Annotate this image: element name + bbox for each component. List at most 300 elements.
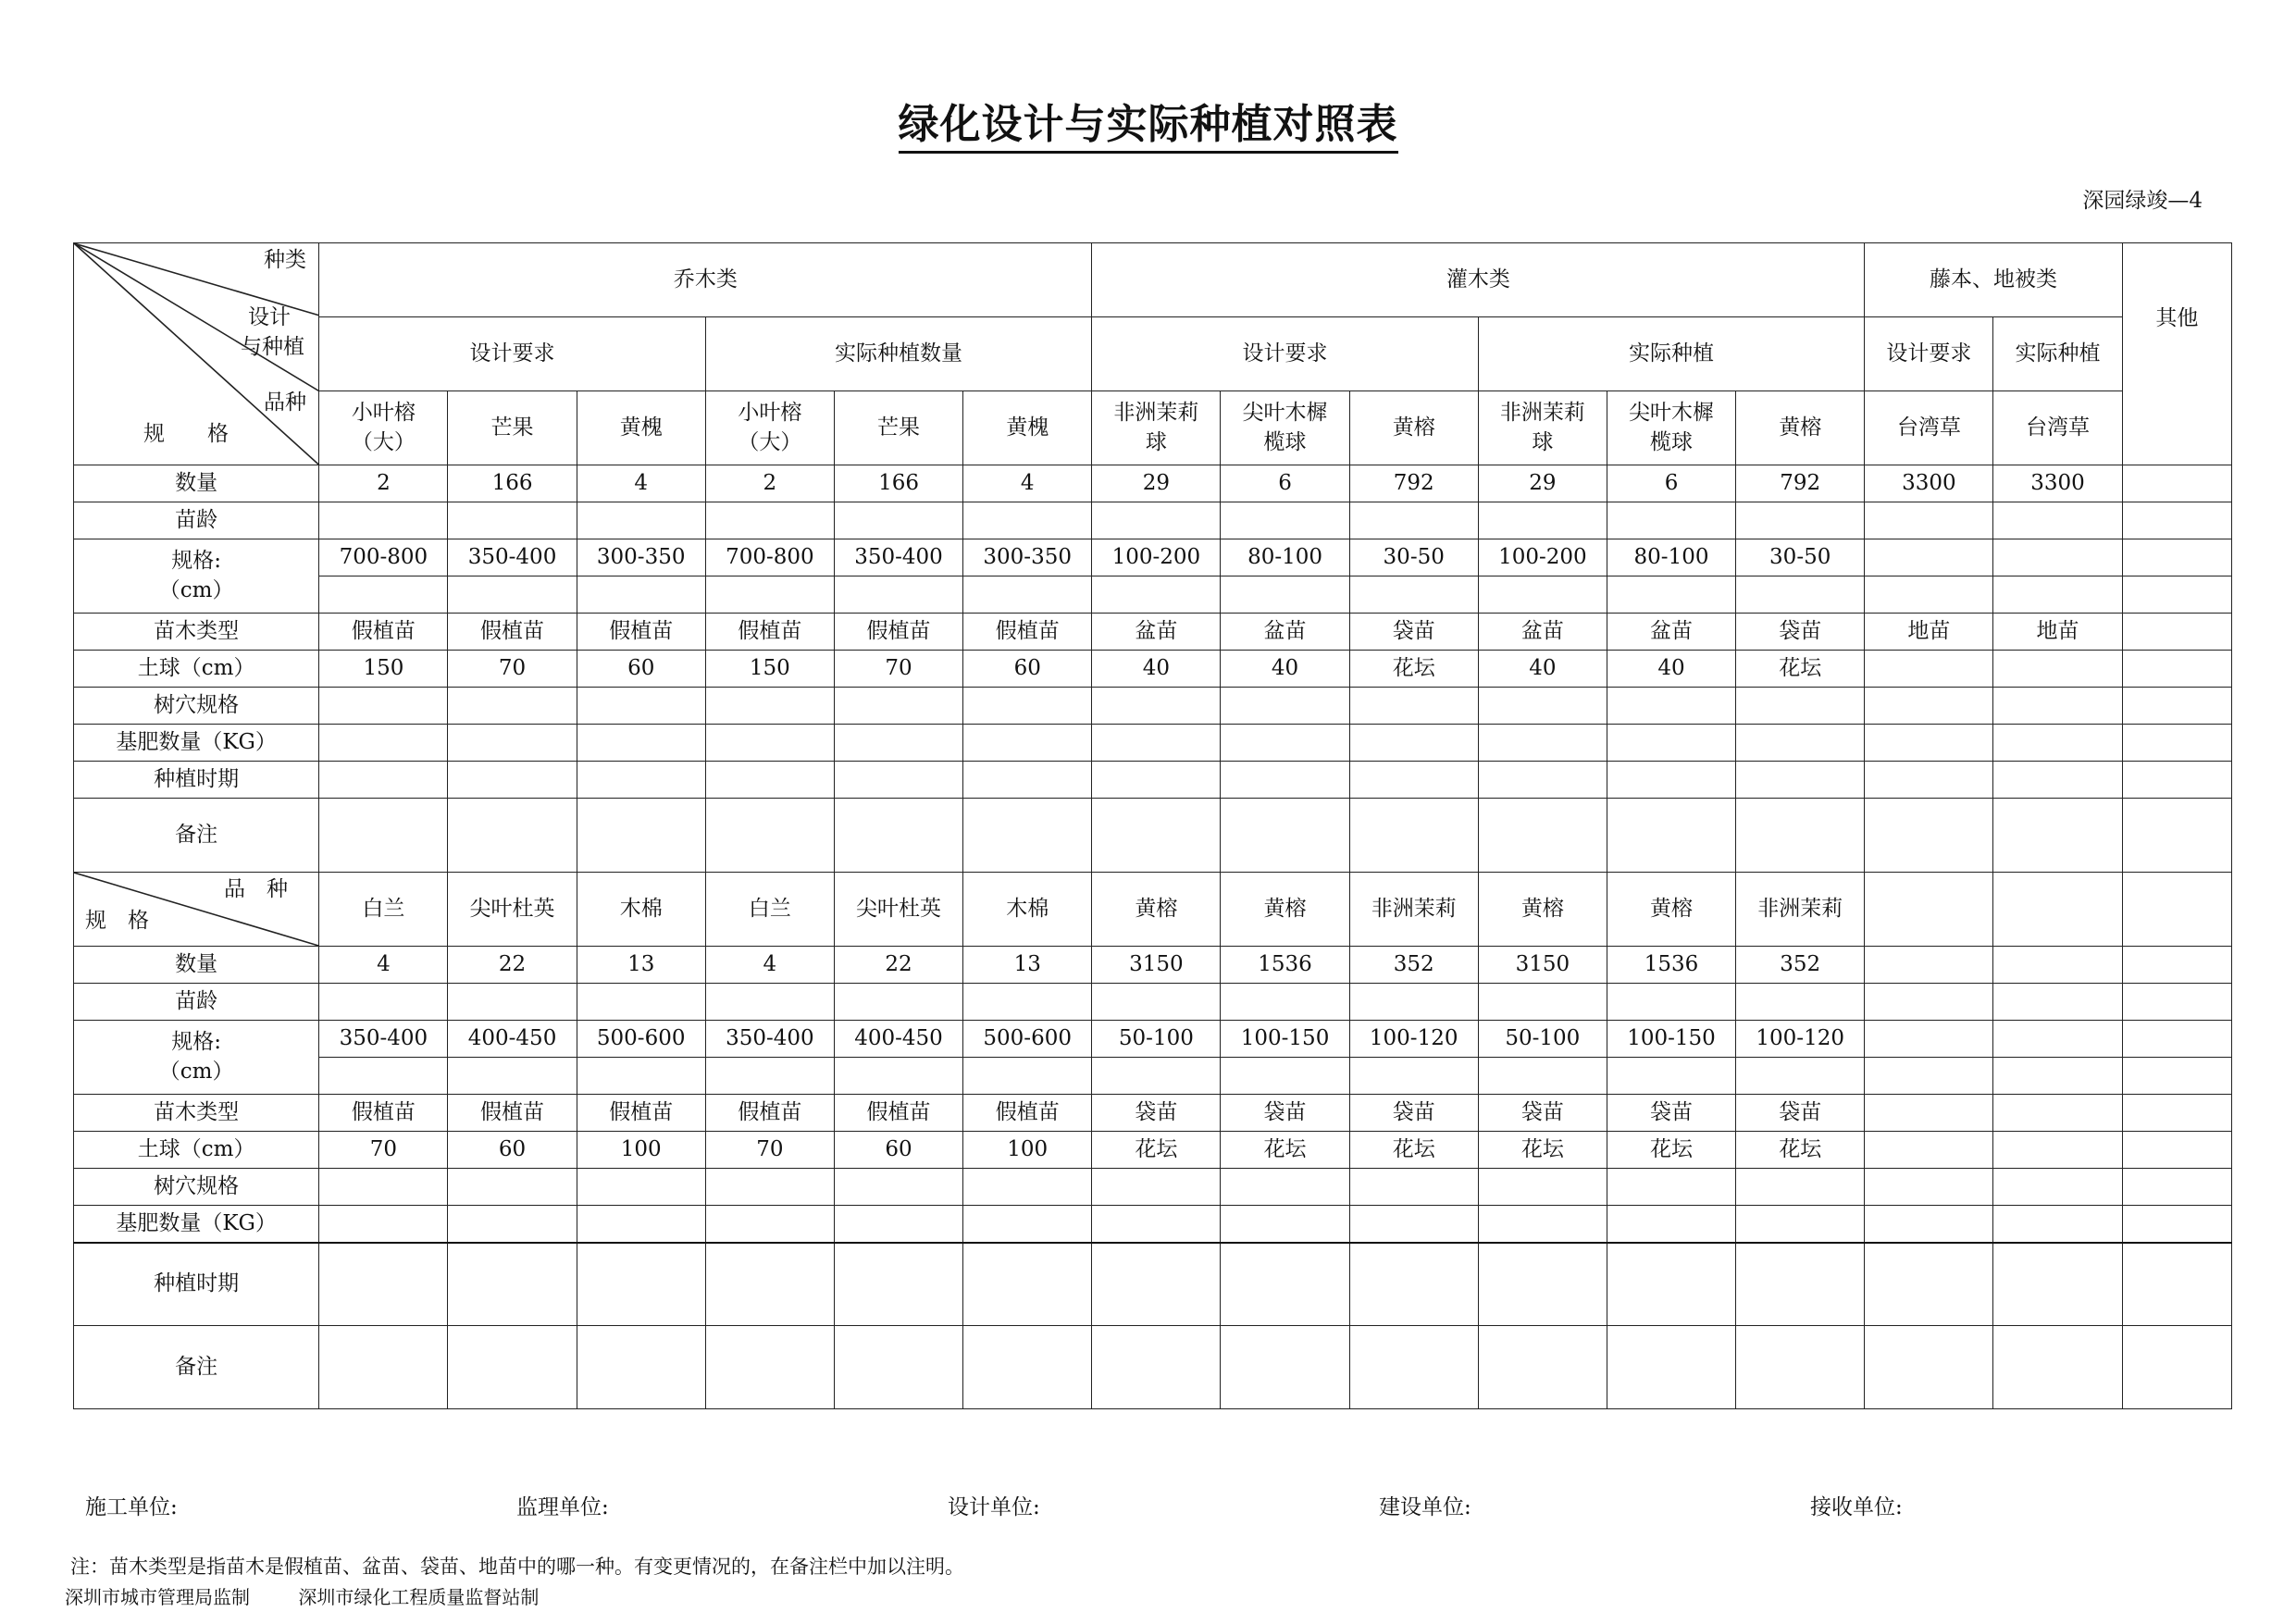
variety2-cell: 黄榕	[1478, 873, 1607, 947]
footer-issuer-1: 深圳市城市管理局监制	[65, 1586, 250, 1608]
b1-period-cell	[1736, 762, 1865, 799]
b2-spec-extra-cell	[1736, 1058, 1865, 1095]
b1-label-period: 种植时期	[74, 762, 319, 799]
b1-remark-cell	[448, 799, 577, 873]
b1-pit-cell	[705, 688, 834, 725]
variety2-cell: 木棉	[577, 873, 705, 947]
variety-cell	[1993, 391, 2122, 465]
document-code: 深园绿竣—4	[2082, 189, 2203, 213]
b1-type-cell: 盆苗	[1092, 614, 1221, 651]
b1-label-type: 苗木类型	[74, 614, 319, 651]
variety-name: 芒果	[490, 415, 534, 440]
b2-pit-cell	[1865, 1169, 1993, 1206]
b1-qty-cell: 6	[1607, 465, 1735, 502]
variety-name: 尖叶木樨 榄球	[1242, 401, 1328, 454]
b2-fert-cell	[1221, 1206, 1349, 1243]
b1-period-cell	[705, 762, 834, 799]
b2-fert-cell	[2122, 1206, 2231, 1243]
b1-pit-cell	[1478, 688, 1607, 725]
b1-age-cell	[1993, 502, 2122, 539]
b2-spec-extra-cell	[1607, 1058, 1735, 1095]
b2-qty-cell: 3150	[1478, 947, 1607, 984]
b1-qty-cell: 29	[1478, 465, 1607, 502]
b2-qty-cell	[2122, 947, 2231, 984]
variety-name: 台湾草	[1896, 415, 1961, 440]
b2-spec-cell: 100-150	[1221, 1021, 1349, 1058]
b1-remark-cell	[963, 799, 1092, 873]
b2-type-cell: 假植苗	[834, 1095, 962, 1132]
variety-cell	[1221, 391, 1349, 465]
b2-ball-cell: 花坛	[1736, 1132, 1865, 1169]
block2-diagonal-corner	[74, 873, 319, 947]
b1-qty-cell: 2	[319, 465, 448, 502]
variety2-cell: 白兰	[705, 873, 834, 947]
footer	[65, 1582, 581, 1609]
b2-period-cell	[1993, 1243, 2122, 1326]
b2-fert-cell	[1865, 1206, 1993, 1243]
b2-pit-cell	[1736, 1169, 1865, 1206]
b2-age-cell	[1092, 984, 1221, 1021]
b1-fert-cell	[1221, 725, 1349, 762]
b2-remark-cell	[1607, 1326, 1735, 1409]
b1-qty-cell	[2122, 465, 2231, 502]
b1-spec-extra-cell	[1221, 576, 1349, 614]
b1-fert-cell	[963, 725, 1092, 762]
b2-period-cell	[1478, 1243, 1607, 1326]
b1-pit-cell	[834, 688, 962, 725]
b2-remark-cell	[1993, 1326, 2122, 1409]
corner-label-spec: 规 格	[143, 422, 229, 446]
b1-ball-cell	[1865, 651, 1993, 688]
b1-label-pit: 树穴规格	[74, 688, 319, 725]
b1-age-cell	[834, 502, 962, 539]
b2-spec-extra-cell	[1349, 1058, 1478, 1095]
b2-pit-cell	[705, 1169, 834, 1206]
variety2-cell: 黄榕	[1607, 873, 1735, 947]
b1-spec-cell	[1993, 539, 2122, 576]
b1-remark-cell	[1221, 799, 1349, 873]
b2-type-cell: 袋苗	[1478, 1095, 1607, 1132]
b1-type-cell: 盆苗	[1478, 614, 1607, 651]
b2-age-cell	[705, 984, 834, 1021]
spec-unit: （cm）	[158, 577, 234, 602]
b1-pit-cell	[963, 688, 1092, 725]
b1-spec-extra-cell	[834, 576, 962, 614]
b2-qty-cell: 13	[577, 947, 705, 984]
b1-pit-cell	[319, 688, 448, 725]
variety2-cell: 白兰	[319, 873, 448, 947]
b2-spec-extra-cell	[1993, 1058, 2122, 1095]
sign-construction-unit: 施工单位:	[85, 1495, 178, 1519]
b2-type-cell: 假植苗	[963, 1095, 1092, 1132]
b1-pit-cell	[2122, 688, 2231, 725]
b1-remark-cell	[2122, 799, 2231, 873]
b1-ball-cell: 花坛	[1349, 651, 1478, 688]
b2-period-cell	[834, 1243, 962, 1326]
b1-ball-cell: 150	[319, 651, 448, 688]
b2-ball-cell: 70	[705, 1132, 834, 1169]
b2-remark-cell	[448, 1326, 577, 1409]
b1-type-cell: 假植苗	[319, 614, 448, 651]
b2-qty-cell: 4	[319, 947, 448, 984]
variety-cell	[1478, 391, 1607, 465]
b1-qty-cell: 29	[1092, 465, 1221, 502]
b2-spec-cell: 100-120	[1349, 1021, 1478, 1058]
b1-period-cell	[1349, 762, 1478, 799]
b2-label-ball: 土球（cm）	[74, 1132, 319, 1169]
b1-period-cell	[963, 762, 1092, 799]
b2-pit-cell	[319, 1169, 448, 1206]
b1-label-spec	[74, 539, 319, 614]
b1-period-cell	[1478, 762, 1607, 799]
b1-ball-cell: 60	[963, 651, 1092, 688]
b2-fert-cell	[448, 1206, 577, 1243]
b1-fert-cell	[1865, 725, 1993, 762]
corner2-label-variety: 品 种	[224, 877, 288, 901]
b1-ball-cell: 150	[705, 651, 834, 688]
b2-spec-cell: 50-100	[1478, 1021, 1607, 1058]
b2-spec-extra-cell	[1478, 1058, 1607, 1095]
b2-age-cell	[1221, 984, 1349, 1021]
b1-spec-extra-cell	[319, 576, 448, 614]
b1-pit-cell	[1865, 688, 1993, 725]
b1-label-age: 苗龄	[74, 502, 319, 539]
variety-cell	[1349, 391, 1478, 465]
b2-type-cell: 假植苗	[577, 1095, 705, 1132]
b2-label-period: 种植时期	[74, 1243, 319, 1326]
b2-fert-cell	[577, 1206, 705, 1243]
b1-fert-cell	[834, 725, 962, 762]
subgroup-shrub-design: 设计要求	[1092, 317, 1478, 391]
b2-ball-cell	[1993, 1132, 2122, 1169]
variety2-cell: 黄榕	[1221, 873, 1349, 947]
b1-age-cell	[2122, 502, 2231, 539]
b2-ball-cell: 100	[577, 1132, 705, 1169]
b2-type-cell: 袋苗	[1349, 1095, 1478, 1132]
b2-period-cell	[448, 1243, 577, 1326]
b1-age-cell	[1221, 502, 1349, 539]
b2-remark-cell	[1349, 1326, 1478, 1409]
group-tree: 乔木类	[319, 243, 1092, 317]
b1-age-cell	[1349, 502, 1478, 539]
b2-qty-cell: 352	[1736, 947, 1865, 984]
b2-spec-cell: 350-400	[319, 1021, 448, 1058]
b1-type-cell: 假植苗	[963, 614, 1092, 651]
b2-fert-cell	[1993, 1206, 2122, 1243]
b1-type-cell: 假植苗	[448, 614, 577, 651]
b1-qty-cell: 6	[1221, 465, 1349, 502]
b1-fert-cell	[705, 725, 834, 762]
variety-cell	[1736, 391, 1865, 465]
b2-remark-cell	[2122, 1326, 2231, 1409]
b1-spec-extra-cell	[1349, 576, 1478, 614]
variety-name: 黄榕	[1779, 415, 1822, 440]
corner-label-planting: 与种植	[241, 335, 304, 359]
b2-spec-cell: 400-450	[834, 1021, 962, 1058]
b2-spec-extra-cell	[705, 1058, 834, 1095]
b1-spec-cell: 30-50	[1349, 539, 1478, 576]
b1-pit-cell	[1349, 688, 1478, 725]
b1-spec-cell: 700-800	[319, 539, 448, 576]
b1-ball-cell: 40	[1607, 651, 1735, 688]
b2-qty-cell: 1536	[1607, 947, 1735, 984]
b1-spec-cell: 350-400	[834, 539, 962, 576]
variety-cell	[577, 391, 705, 465]
b1-remark-cell	[1865, 799, 1993, 873]
b2-period-cell	[1865, 1243, 1993, 1326]
b2-pit-cell	[448, 1169, 577, 1206]
b1-pit-cell	[1221, 688, 1349, 725]
variety2-cell	[1865, 873, 1993, 947]
b2-fert-cell	[963, 1206, 1092, 1243]
b2-pit-cell	[577, 1169, 705, 1206]
b2-type-cell	[2122, 1095, 2231, 1132]
b2-pit-cell	[1993, 1169, 2122, 1206]
b2-type-cell: 袋苗	[1221, 1095, 1349, 1132]
b1-fert-cell	[2122, 725, 2231, 762]
variety2-cell: 尖叶杜英	[448, 873, 577, 947]
variety-name: 小叶榕 （大）	[351, 401, 416, 454]
b1-pit-cell	[1993, 688, 2122, 725]
variety2-cell	[1993, 873, 2122, 947]
variety-name: 尖叶木樨 榄球	[1629, 401, 1715, 454]
b1-ball-cell: 60	[577, 651, 705, 688]
b2-remark-cell	[319, 1326, 448, 1409]
variety2-cell: 黄榕	[1092, 873, 1221, 947]
b2-label-remark: 备注	[74, 1326, 319, 1409]
variety2-cell: 尖叶杜英	[834, 873, 962, 947]
b2-spec-extra-cell	[1865, 1058, 1993, 1095]
variety-cell	[448, 391, 577, 465]
b1-remark-cell	[705, 799, 834, 873]
corner-label-design: 设计	[248, 305, 291, 329]
b1-period-cell	[448, 762, 577, 799]
b2-spec-cell: 400-450	[448, 1021, 577, 1058]
b1-age-cell	[705, 502, 834, 539]
b1-fert-cell	[1607, 725, 1735, 762]
b1-remark-cell	[1607, 799, 1735, 873]
b2-remark-cell	[1865, 1326, 1993, 1409]
variety2-cell: 非洲茉莉	[1349, 873, 1478, 947]
b1-type-cell: 假植苗	[834, 614, 962, 651]
b2-type-cell: 假植苗	[319, 1095, 448, 1132]
b1-age-cell	[577, 502, 705, 539]
corner-label-category: 种类	[264, 248, 306, 272]
b2-pit-cell	[1221, 1169, 1349, 1206]
b2-fert-cell	[1349, 1206, 1478, 1243]
b2-ball-cell: 花坛	[1349, 1132, 1478, 1169]
b2-spec-cell: 350-400	[705, 1021, 834, 1058]
b1-remark-cell	[319, 799, 448, 873]
b1-type-cell	[2122, 614, 2231, 651]
variety-cell	[319, 391, 448, 465]
b1-fert-cell	[1736, 725, 1865, 762]
b1-spec-extra-cell	[1607, 576, 1735, 614]
subgroup-tree-design: 设计要求	[319, 317, 705, 391]
b1-fert-cell	[448, 725, 577, 762]
b2-period-cell	[577, 1243, 705, 1326]
b1-spec-extra-cell	[1993, 576, 2122, 614]
b1-age-cell	[319, 502, 448, 539]
b1-spec-cell	[2122, 539, 2231, 576]
b1-age-cell	[1478, 502, 1607, 539]
b2-fert-cell	[1092, 1206, 1221, 1243]
b2-period-cell	[963, 1243, 1092, 1326]
b2-ball-cell: 70	[319, 1132, 448, 1169]
b1-spec-cell: 350-400	[448, 539, 577, 576]
group-vine: 藤本、地被类	[1865, 243, 2122, 317]
variety-name: 小叶榕 （大）	[738, 401, 802, 454]
b2-label-pit: 树穴规格	[74, 1169, 319, 1206]
variety2-cell: 木棉	[963, 873, 1092, 947]
b1-label-remark: 备注	[74, 799, 319, 873]
b2-pit-cell	[1478, 1169, 1607, 1206]
b1-pit-cell	[577, 688, 705, 725]
b2-age-cell	[1736, 984, 1865, 1021]
b2-ball-cell: 100	[963, 1132, 1092, 1169]
b1-type-cell: 盆苗	[1221, 614, 1349, 651]
subgroup-shrub-actual: 实际种植	[1478, 317, 1865, 391]
b2-label-spec	[74, 1021, 319, 1095]
variety-cell	[834, 391, 962, 465]
b1-age-cell	[1865, 502, 1993, 539]
b2-label-age: 苗龄	[74, 984, 319, 1021]
b2-remark-cell	[834, 1326, 962, 1409]
b2-age-cell	[1865, 984, 1993, 1021]
b2-pit-cell	[834, 1169, 962, 1206]
b2-remark-cell	[705, 1326, 834, 1409]
b1-spec-extra-cell	[1736, 576, 1865, 614]
variety-cell	[963, 391, 1092, 465]
b2-period-cell	[2122, 1243, 2231, 1326]
b1-spec-cell: 300-350	[963, 539, 1092, 576]
b1-spec-extra-cell	[1865, 576, 1993, 614]
b2-remark-cell	[577, 1326, 705, 1409]
b2-fert-cell	[1607, 1206, 1735, 1243]
b1-pit-cell	[1092, 688, 1221, 725]
b1-spec-extra-cell	[448, 576, 577, 614]
b2-spec-cell: 50-100	[1092, 1021, 1221, 1058]
b1-pit-cell	[448, 688, 577, 725]
b1-fert-cell	[1349, 725, 1478, 762]
b1-type-cell: 盆苗	[1607, 614, 1735, 651]
b1-ball-cell: 70	[448, 651, 577, 688]
b1-remark-cell	[834, 799, 962, 873]
header-diagonal-corner	[74, 243, 319, 465]
b1-ball-cell: 70	[834, 651, 962, 688]
b1-remark-cell	[1478, 799, 1607, 873]
comparison-table	[73, 242, 2232, 1409]
b2-ball-cell: 60	[834, 1132, 962, 1169]
b1-spec-cell: 700-800	[705, 539, 834, 576]
b2-type-cell	[1993, 1095, 2122, 1132]
b2-remark-cell	[1478, 1326, 1607, 1409]
b2-age-cell	[1993, 984, 2122, 1021]
b2-spec-cell: 500-600	[963, 1021, 1092, 1058]
variety-cell	[705, 391, 834, 465]
b1-spec-extra-cell	[963, 576, 1092, 614]
b2-spec-cell: 100-150	[1607, 1021, 1735, 1058]
b1-spec-cell: 30-50	[1736, 539, 1865, 576]
b1-spec-cell: 80-100	[1607, 539, 1735, 576]
b1-qty-cell: 166	[834, 465, 962, 502]
b1-period-cell	[1607, 762, 1735, 799]
b2-age-cell	[448, 984, 577, 1021]
group-other: 其他	[2122, 243, 2231, 465]
b1-spec-extra-cell	[577, 576, 705, 614]
subgroup-vine-actual: 实际种植	[1993, 317, 2122, 391]
b2-label-fert: 基肥数量（KG）	[74, 1206, 319, 1243]
spec-label: 规格:	[171, 1030, 222, 1055]
b2-period-cell	[1092, 1243, 1221, 1326]
b2-spec-extra-cell	[834, 1058, 962, 1095]
b2-age-cell	[1607, 984, 1735, 1021]
b1-ball-cell: 40	[1221, 651, 1349, 688]
b2-qty-cell	[1993, 947, 2122, 984]
b1-period-cell	[1221, 762, 1349, 799]
b1-label-ball: 土球（cm）	[74, 651, 319, 688]
variety-name: 台湾草	[2026, 415, 2091, 440]
b2-spec-extra-cell	[1221, 1058, 1349, 1095]
b2-qty-cell: 22	[448, 947, 577, 984]
group-shrub: 灌木类	[1092, 243, 1865, 317]
b1-fert-cell	[1478, 725, 1607, 762]
b1-ball-cell	[2122, 651, 2231, 688]
sign-design-unit: 设计单位:	[948, 1495, 1040, 1519]
b1-type-cell: 袋苗	[1349, 614, 1478, 651]
b2-pit-cell	[1349, 1169, 1478, 1206]
b2-type-cell: 袋苗	[1607, 1095, 1735, 1132]
b2-age-cell	[1349, 984, 1478, 1021]
b1-label-qty: 数量	[74, 465, 319, 502]
variety-name: 非洲茉莉 球	[1499, 401, 1585, 454]
b1-spec-cell: 100-200	[1478, 539, 1607, 576]
b1-spec-extra-cell	[705, 576, 834, 614]
b2-spec-cell	[1865, 1021, 1993, 1058]
b2-ball-cell: 花坛	[1607, 1132, 1735, 1169]
b1-period-cell	[1092, 762, 1221, 799]
b1-age-cell	[1092, 502, 1221, 539]
b1-qty-cell: 4	[963, 465, 1092, 502]
b1-spec-cell: 300-350	[577, 539, 705, 576]
b2-fert-cell	[1736, 1206, 1865, 1243]
b1-qty-cell: 2	[705, 465, 834, 502]
b1-spec-cell: 100-200	[1092, 539, 1221, 576]
b1-qty-cell: 4	[577, 465, 705, 502]
b2-spec-extra-cell	[2122, 1058, 2231, 1095]
variety-cell	[1865, 391, 1993, 465]
b2-ball-cell: 花坛	[1478, 1132, 1607, 1169]
b2-period-cell	[1607, 1243, 1735, 1326]
b2-age-cell	[577, 984, 705, 1021]
b2-pit-cell	[1092, 1169, 1221, 1206]
b2-spec-extra-cell	[1092, 1058, 1221, 1095]
subgroup-vine-design: 设计要求	[1865, 317, 1993, 391]
b2-remark-cell	[1092, 1326, 1221, 1409]
b2-fert-cell	[705, 1206, 834, 1243]
variety-cell	[1092, 391, 1221, 465]
b1-remark-cell	[1092, 799, 1221, 873]
b2-fert-cell	[1478, 1206, 1607, 1243]
b2-qty-cell: 22	[834, 947, 962, 984]
spec-unit: （cm）	[158, 1059, 234, 1084]
b1-spec-cell	[1865, 539, 1993, 576]
subgroup-tree-actual: 实际种植数量	[705, 317, 1092, 391]
b2-period-cell	[705, 1243, 834, 1326]
b2-remark-cell	[1221, 1326, 1349, 1409]
variety2-cell	[2122, 873, 2231, 947]
b2-qty-cell: 352	[1349, 947, 1478, 984]
